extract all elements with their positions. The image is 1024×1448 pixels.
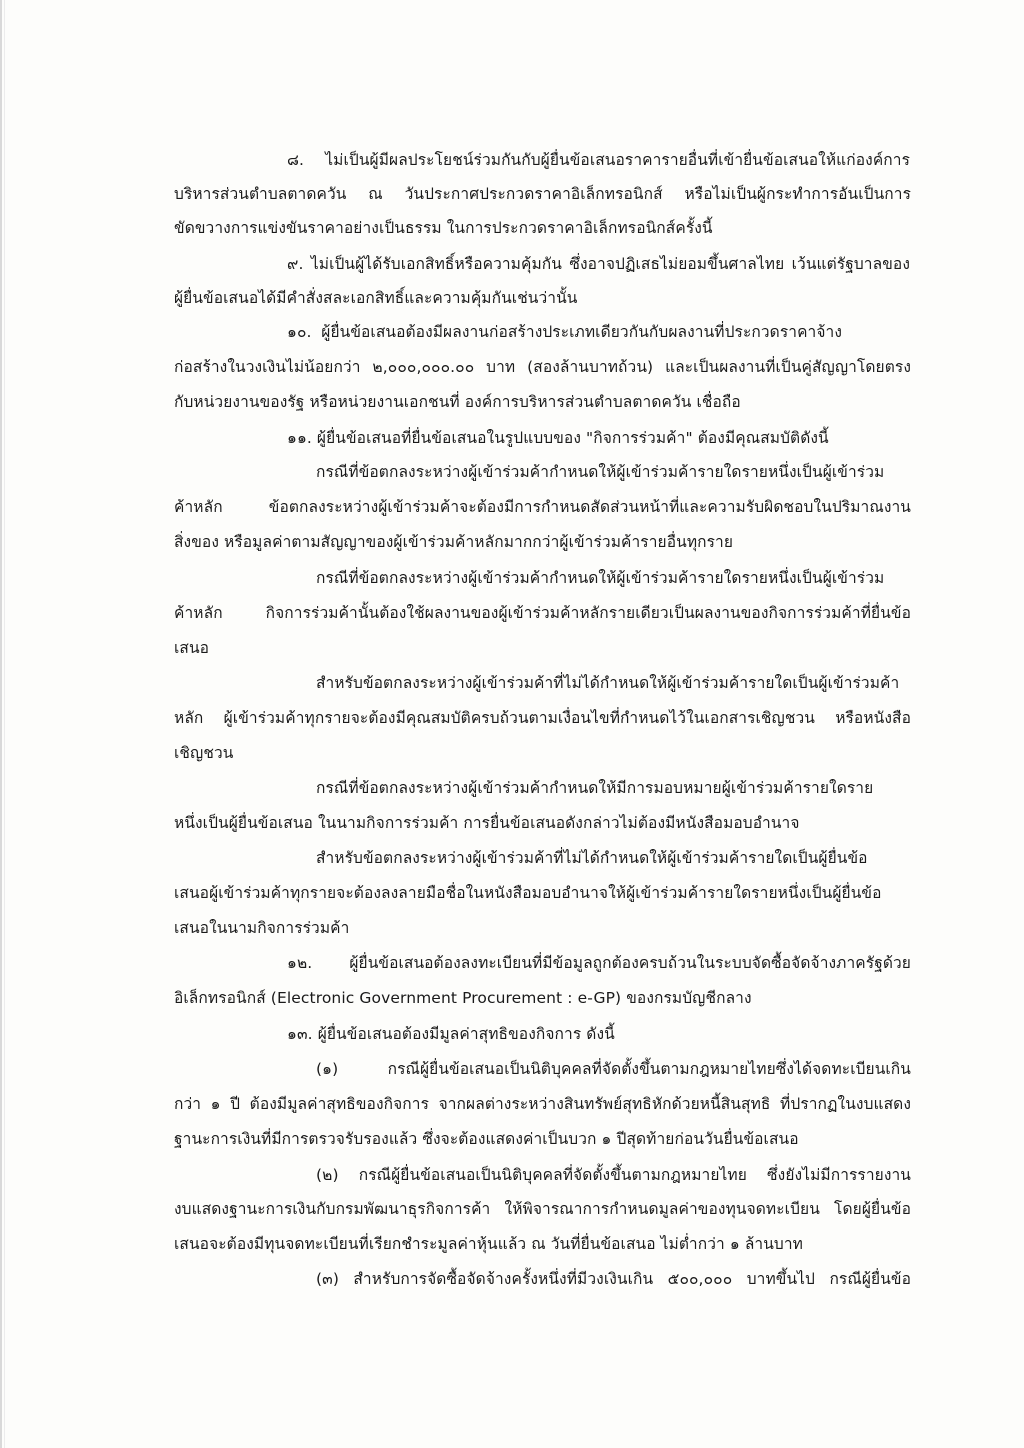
text-line: สิ่งของ หรือมูลค่าตามสัญญาของผู้เข้าร่วมค้าหลักมากกว่าผู้เข้าร่วมค้ารายอื่นทุกราย [174,533,734,551]
text-line: บริหารส่วนตำบลตาดควัน ณ วันประกาศประกวดราคาอิเล็กทรอนิกส์ หรือไม่เป็นผู้กระทำการอันเป็นการ [174,185,911,203]
scan-edge-inner [4,0,5,1448]
text-line: (๒) กรณีผู้ยื่นข้อเสนอเป็นนิติบุคคลที่จัดตั้งขึ้นตามกฎหมายไทย ซึ่งยังไม่มีการรายงาน [316,1166,911,1184]
line-clause-13: ๑๓. ผู้ยื่นข้อเสนอต้องมีมูลค่าสุทธิของกิจการ ดังนี้ [287,1025,615,1043]
text-line: หนึ่งเป็นผู้ยื่นข้อเสนอ ในนามกิจการร่วมค้า การยื่นข้อเสนอดังกล่าวไม่ต้องมีหนังสือมอบอำนาจ [174,814,800,832]
text-line: หลัก ผู้เข้าร่วมค้าทุกรายจะต้องมีคุณสมบัติครบถ้วนตามเงื่อนไขที่กำหนดไว้ในเอกสารเชิญชวน หรือหนังสือ [174,709,911,727]
text-line: กว่า ๑ ปี ต้องมีมูลค่าสุทธิของกิจการ จากผลต่างระหว่างสินทรัพย์สุทธิหักด้วยหนี้สินสุทธิ ที่ปรากฏในงบแสดง [174,1095,911,1113]
text-line: ฐานะการเงินที่มีการตรวจรับรองแล้ว ซึ่งจะต้องแสดงค่าเป็นบวก ๑ ปีสุดท้ายก่อนวันยื่นข้อเสนอ [174,1130,799,1148]
text-line: (๓) สำหรับการจัดซื้อจัดจ้างครั้งหนึ่งที่มีวงเงินเกิน ๕๐๐,๐๐๐ บาทขึ้นไป กรณีผู้ยื่นข้อ [316,1270,911,1288]
text-line: เสนอผู้เข้าร่วมค้าทุกรายจะต้องลงลายมือชื่อในหนังสือมอบอำนาจให้ผู้เข้าร่วมค้ารายใดรายหนึ่งเป็นผู้ยื่นข้อ [174,884,882,902]
text-line: กรณีที่ข้อตกลงระหว่างผู้เข้าร่วมค้ากำหนดให้ผู้เข้าร่วมค้ารายใดรายหนึ่งเป็นผู้เข้าร่วม [316,463,885,481]
text-line: สำหรับข้อตกลงระหว่างผู้เข้าร่วมค้าที่ไม่ได้กำหนดให้ผู้เข้าร่วมค้ารายใดเป็นผู้ยื่นข้อ [316,849,868,867]
line-clause-8: ๘. ไม่เป็นผู้มีผลประโยชน์ร่วมกันกับผู้ยื่นข้อเสนอราคารายอื่นที่เข้ายื่นข้อเสนอให้แก่องค์การ [287,151,910,169]
text-line: กับหน่วยงานของรัฐ หรือหน่วยงานเอกชนที่ องค์การบริหารส่วนตำบลตาดควัน เชื่อถือ [174,393,741,411]
text-line: ขัดขวางการแข่งขันราคาอย่างเป็นธรรม ในการประกวดราคาอิเล็กทรอนิกส์ครั้งนี้ [174,219,713,237]
text-line: เสนอ [174,639,210,657]
text-line: ก่อสร้างในวงเงินไม่น้อยกว่า ๒,๐๐๐,๐๐๐.๐๐ บาท (สองล้านบาทถ้วน) และเป็นผลงานที่เป็นคู่สัญญาโดยตรง [174,358,911,376]
line-clause-10: ๑๐. ผู้ยื่นข้อเสนอต้องมีผลงานก่อสร้างประเภทเดียวกันกับผลงานที่ประกวดราคาจ้าง [287,323,842,341]
text-line: เสนอจะต้องมีทุนจดทะเบียนที่เรียกชำระมูลค่าหุ้นแล้ว ณ วันที่ยื่นข้อเสนอ ไม่ต่ำกว่า ๑ ล้านบาท [174,1235,803,1253]
text-line: เสนอในนามกิจการร่วมค้า [174,919,350,937]
text-line: อิเล็กทรอนิกส์ (Electronic Government Procurement : e-GP) ของกรมบัญชีกลาง [174,989,752,1007]
scan-edge [0,0,2,1448]
text-line: ผู้ยื่นข้อเสนอได้มีคำสั่งสละเอกสิทธิ์และความคุ้มกันเช่นว่านั้น [174,289,578,307]
text-line: สำหรับข้อตกลงระหว่างผู้เข้าร่วมค้าที่ไม่ได้กำหนดให้ผู้เข้าร่วมค้ารายใดเป็นผู้เข้าร่วมค้า [316,674,900,692]
text-line: เชิญชวน [174,744,234,762]
text-line: (๑) กรณีผู้ยื่นข้อเสนอเป็นนิติบุคคลที่จัดตั้งขึ้นตามกฎหมายไทยซึ่งได้จดทะเบียนเกิน [316,1060,911,1078]
line-clause-9: ๙. ไม่เป็นผู้ได้รับเอกสิทธิ์หรือความคุ้มกัน ซึ่งอาจปฏิเสธไม่ยอมขึ้นศาลไทย เว้นแต่รัฐบาลของ [287,255,910,273]
line-clause-12: ๑๒. ผู้ยื่นข้อเสนอต้องลงทะเบียนที่มีข้อมูลถูกต้องครบถ้วนในระบบจัดซื้อจัดจ้างภาครัฐด้วย [287,954,911,972]
line-clause-11: ๑๑. ผู้ยื่นข้อเสนอที่ยื่นข้อเสนอในรูปแบบของ "กิจการร่วมค้า" ต้องมีคุณสมบัติดังนี้ [287,429,829,447]
text-line: ค้าหลัก กิจการร่วมค้านั้นต้องใช้ผลงานของผู้เข้าร่วมค้าหลักรายเดียวเป็นผลงานของกิจการร่วมค้าที่ยื่นข้อ [174,604,911,622]
text-line: งบแสดงฐานะการเงินกับกรมพัฒนาธุรกิจการค้า ให้พิจารณาการกำหนดมูลค่าของทุนจดทะเบียน โดยผู้ยื่นข้อ [174,1200,911,1218]
text-line: กรณีที่ข้อตกลงระหว่างผู้เข้าร่วมค้ากำหนดให้ผู้เข้าร่วมค้ารายใดรายหนึ่งเป็นผู้เข้าร่วม [316,569,885,587]
text-line: ค้าหลัก ข้อตกลงระหว่างผู้เข้าร่วมค้าจะต้องมีการกำหนดสัดส่วนหน้าที่และความรับผิดชอบในปริมาณงาน [174,498,911,516]
text-line: กรณีที่ข้อตกลงระหว่างผู้เข้าร่วมค้ากำหนดให้มีการมอบหมายผู้เข้าร่วมค้ารายใดราย [316,779,874,797]
